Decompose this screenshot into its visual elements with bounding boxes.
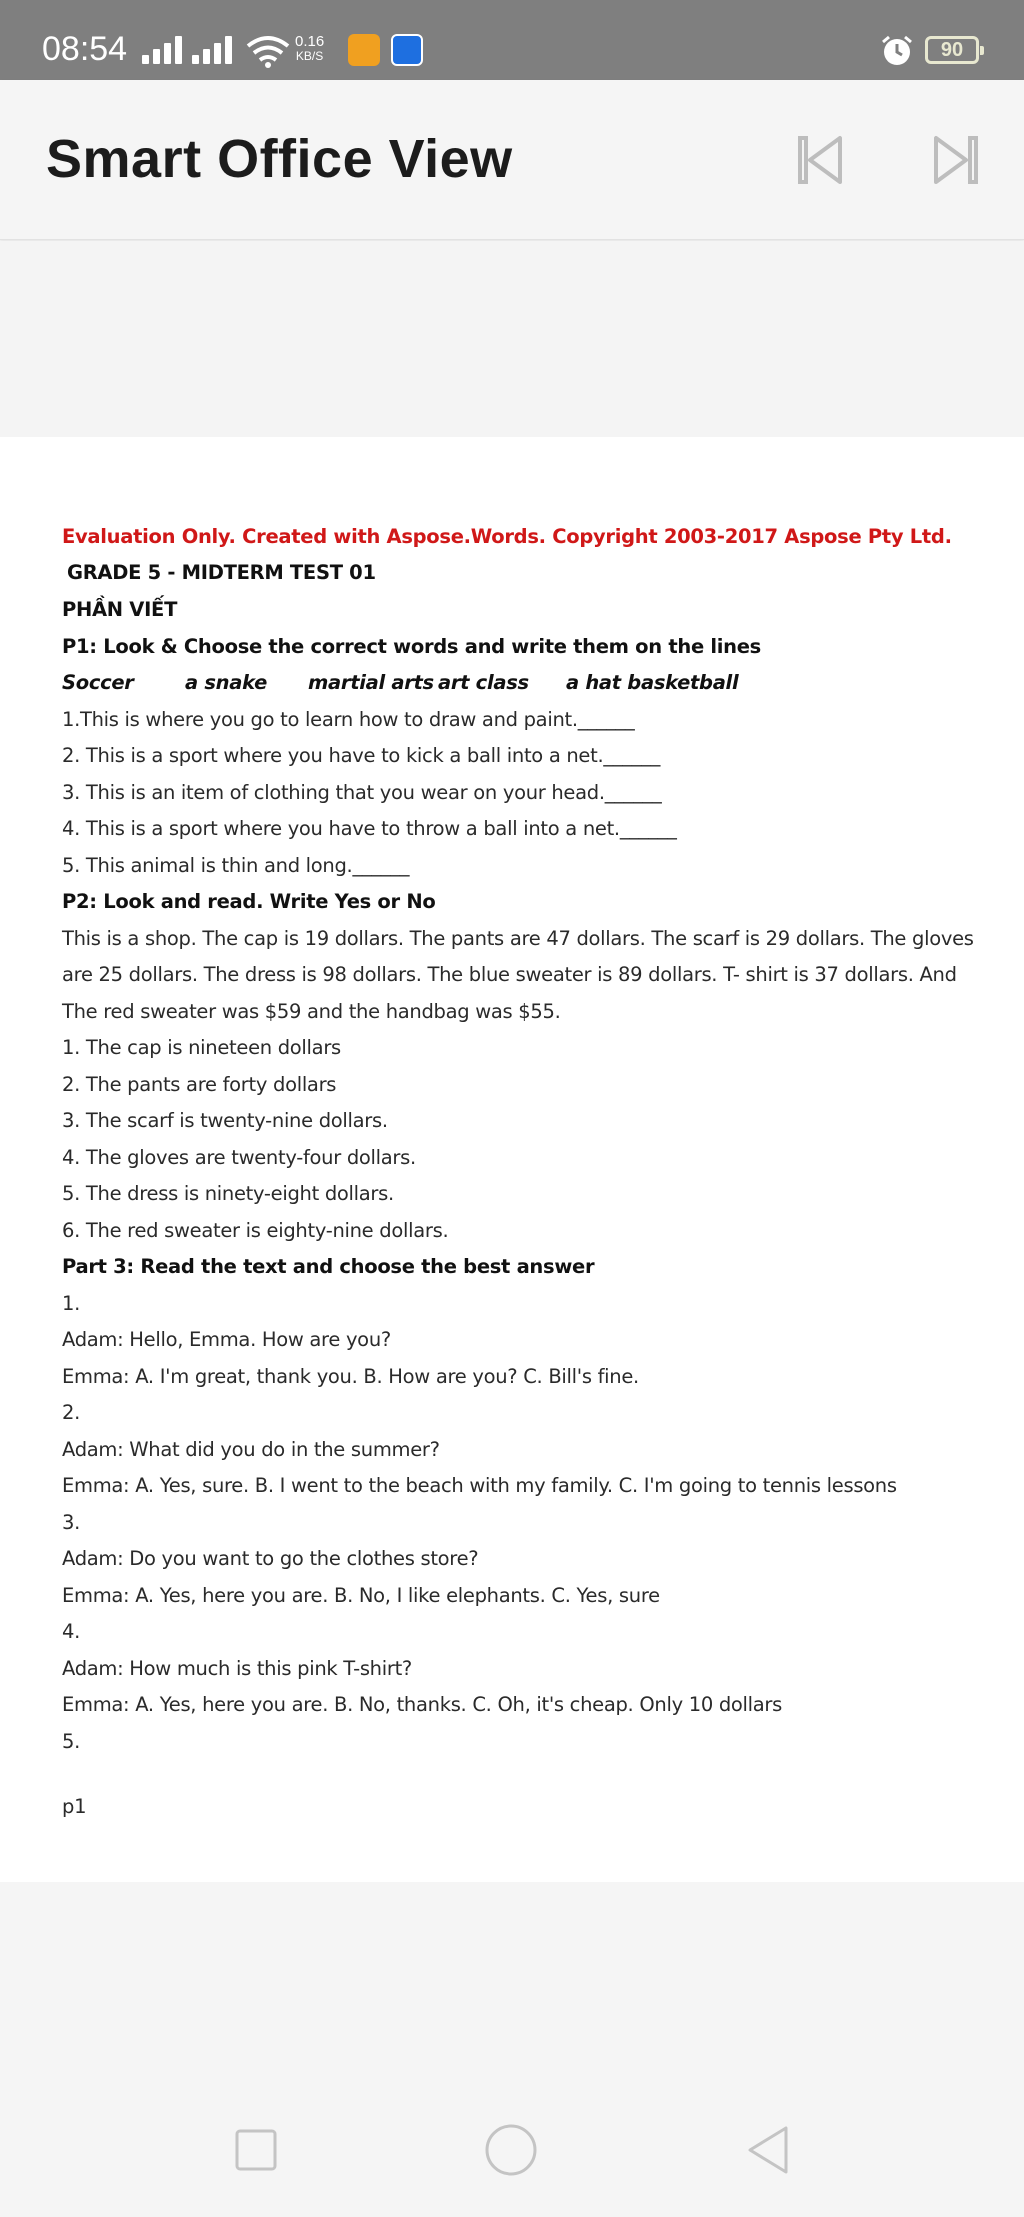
skip-next-icon	[924, 128, 988, 192]
p1-item: 5. This animal is thin and long.______	[62, 854, 410, 877]
p2-item: 3. The scarf is twenty-nine dollars.	[62, 1109, 388, 1132]
page-label: p1	[62, 1795, 87, 1818]
battery-indicator: 90	[925, 36, 979, 64]
signal-icon	[142, 36, 190, 64]
square-icon	[228, 2122, 284, 2178]
wifi-icon	[246, 34, 290, 68]
p3-title: Part 3: Read the text and choose the best answer	[62, 1255, 595, 1278]
p3-line: Adam: Do you want to go the clothes store?	[62, 1547, 479, 1570]
p3-line: Adam: Hello, Emma. How are you?	[62, 1328, 391, 1351]
recents-button[interactable]	[228, 2122, 284, 2178]
word-choices	[62, 671, 982, 697]
word-choice: a snake	[185, 671, 267, 694]
p2-title: P2: Look and read. Write Yes or No	[62, 890, 436, 913]
app-notification-icon	[348, 34, 380, 66]
p1-item: 3. This is an item of clothing that you wear on your head.______	[62, 781, 662, 804]
p3-line: 3.	[62, 1511, 81, 1534]
section-title: PHẦN VIẾT	[62, 598, 178, 621]
p2-paragraph-line: The red sweater was $59 and the handbag was $55.	[62, 1000, 561, 1023]
zalo-notification-icon	[391, 34, 423, 66]
document-page[interactable]	[0, 437, 1024, 1882]
status-time: 08:54	[42, 30, 128, 68]
p3-line: Emma: A. Yes, here you are. B. No, I like elephants. C. Yes, sure	[62, 1584, 660, 1607]
p3-line: 1.	[62, 1292, 81, 1315]
skip-previous-icon	[788, 128, 852, 192]
grade-title: GRADE 5 - MIDTERM TEST 01	[67, 561, 376, 584]
p3-line: Emma: A. I'm great, thank you. B. How are you? C. Bill's fine.	[62, 1365, 639, 1388]
p3-line: Adam: What did you do in the summer?	[62, 1438, 440, 1461]
p3-line: Emma: A. Yes, sure. B. I went to the beach with my family. C. I'm going to tennis lessons	[62, 1474, 897, 1497]
p2-item: 5. The dress is ninety-eight dollars.	[62, 1182, 394, 1205]
p3-line: 2.	[62, 1401, 81, 1424]
network-speed-value: 0.16	[295, 33, 325, 50]
word-choice: Soccer	[62, 671, 134, 694]
p3-line: 4.	[62, 1620, 81, 1643]
status-bar	[0, 0, 1024, 80]
word-choice: art class	[438, 671, 529, 694]
home-button[interactable]	[483, 2122, 539, 2178]
network-speed	[295, 34, 324, 64]
app-bar	[0, 80, 1024, 240]
p1-item: 4. This is a sport where you have to throw a ball into a net.______	[62, 817, 677, 840]
network-speed-unit: KB/S	[295, 49, 324, 63]
previous-page-button[interactable]	[788, 128, 852, 192]
word-choice: martial arts	[308, 671, 434, 694]
p1-item: 2. This is a sport where you have to kick a ball into a net.______	[62, 744, 661, 767]
circle-icon	[483, 2122, 539, 2178]
triangle-back-icon	[740, 2122, 796, 2178]
p1-title: P1: Look & Choose the correct words and write them on the lines	[62, 635, 761, 658]
p2-item: 2. The pants are forty dollars	[62, 1073, 337, 1096]
next-page-button[interactable]	[924, 128, 988, 192]
back-button[interactable]	[740, 2122, 796, 2178]
app-title: Smart Office View	[46, 129, 513, 189]
viewer-background	[0, 241, 1024, 437]
alarm-icon	[880, 34, 914, 68]
p3-line: Adam: How much is this pink T-shirt?	[62, 1657, 412, 1680]
word-choice: a hat basketball	[566, 671, 739, 694]
watermark-text: Evaluation Only. Created with Aspose.Words. Copyright 2003-2017 Aspose Pty Ltd.	[62, 525, 952, 548]
p3-line: Emma: A. Yes, here you are. B. No, thanks. C. Oh, it's cheap. Only 10 dollars	[62, 1693, 782, 1716]
p2-item: 6. The red sweater is eighty-nine dollars.	[62, 1219, 449, 1242]
signal-icon	[192, 36, 240, 64]
p2-item: 4. The gloves are twenty-four dollars.	[62, 1146, 416, 1169]
p2-paragraph-line: This is a shop. The cap is 19 dollars. The pants are 47 dollars. The scarf is 29 dollars. The gloves	[62, 927, 974, 950]
p2-paragraph-line: are 25 dollars. The dress is 98 dollars. The blue sweater is 89 dollars. T- shirt is 37 dollars. And	[62, 963, 957, 986]
p2-item: 1. The cap is nineteen dollars	[62, 1036, 341, 1059]
p1-item: 1.This is where you go to learn how to draw and paint.______	[62, 708, 635, 731]
p3-line: 5.	[62, 1730, 81, 1753]
